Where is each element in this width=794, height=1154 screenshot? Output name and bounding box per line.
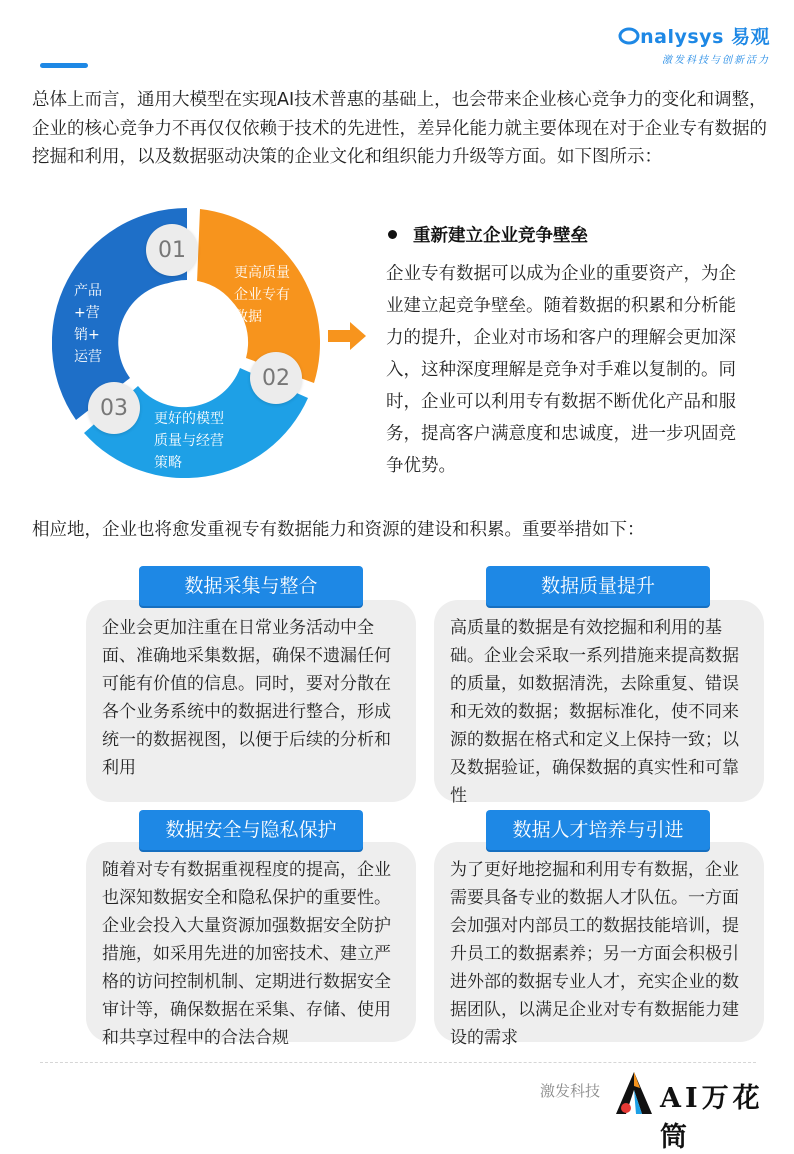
bullet-body: 企业专有数据可以成为企业的重要资产，为企业建立起竞争壁垒。随着数据的积累和分析能力的提升，企业对市场和客户的理解会更加深入，这种深度理解是竞争对手难以复制的。同时，企业可以利用专有数据不断优化产品和服务，提高客户满意度和忠诚度，进一步巩固竞争优势。 (386, 264, 736, 476)
kaleidoscope-logo-icon (612, 1070, 656, 1120)
logo-brand: nalysys 易观 (640, 26, 770, 48)
card-title-data-talent: 数据人才培养与引进 (486, 810, 710, 850)
bullet-heading (388, 222, 588, 247)
card-data-quality (434, 600, 764, 806)
card-data-talent (434, 842, 764, 1048)
footer-divider (40, 1062, 756, 1063)
segment-01-number: 01 (146, 224, 198, 276)
card-body: 随着对专有数据重视程度的提高，企业也深知数据安全和隐私保护的重要性。企业会投入大量资源加强数据安全防护措施，如采用先进的加密技术、建立严格的访问控制机制、定期进行数据安全审计等，确保数据在采集、存储、使用和共享过程中的合法合规 (102, 860, 391, 1048)
segment-02-label: 更高质量 企业专有 数据 (234, 265, 290, 325)
card-body: 高质量的数据是有效挖掘和利用的基础。企业会采取一系列措施来提高数据的质量，如数据清洗，去除重复、错误和无效的数据；数据标准化，使不同来源的数据在格式和定义上保持一致；以及数据验证，确保数据的真实性和可靠性 (450, 618, 739, 806)
card-body: 为了更好地挖掘和利用专有数据，企业需要具备专业的数据人才队伍。一方面会加强对内部员工的数据技能培训，提升员工的数据素养；另一方面会积极引进外部的数据专业人才，充实企业的数据团队，以满足企业对专有数据能力建设的需求 (450, 860, 739, 1048)
bullet-heading-text: 重新建立企业竞争壁垒 (413, 226, 588, 246)
card-title-data-collection: 数据采集与整合 (139, 566, 363, 606)
segment-02-number: 02 (250, 352, 302, 404)
intro-paragraph: 总体上而言，通用大模型在实现AI技术普惠的基础上，也会带来企业核心竞争力的变化和调整，企业的核心竞争力不再仅仅依赖于技术的先进性，差异化能力就主要体现在对于企业专有数据的挖掘和利用，以及数据驱动决策的企业文化和组织能力升级等方面。如下图所示： (32, 90, 767, 167)
logo-tagline: 激发科技与创新活力 (662, 55, 770, 66)
card-body: 企业会更加注重在日常业务活动中全面、准确地采集数据，确保不遗漏任何可能有价值的信息。同时，要对分散在各个业务系统中的数据进行整合，形成统一的数据视图，以便于后续的分析和利用 (102, 618, 391, 778)
segment-03-label: 更好的模型 质量与经营 策略 (154, 411, 224, 471)
footer-logo-text: AI万花筒 (660, 1083, 764, 1153)
right-arrow-icon (328, 322, 366, 354)
card-title-data-quality: 数据质量提升 (486, 566, 710, 606)
header-accent-bar (40, 63, 88, 68)
card-data-security (86, 842, 416, 1048)
cycle-diagram (52, 208, 322, 478)
card-title-data-security: 数据安全与隐私保护 (139, 810, 363, 850)
measures-intro: 相应地，企业也将愈发重视专有数据能力和资源的建设和积累。重要举措如下： (32, 520, 645, 540)
footer-text: 激发科技 (540, 1082, 601, 1100)
card-data-collection (86, 600, 416, 802)
bullet-dot-icon (388, 230, 397, 239)
analysys-logo-icon (618, 27, 640, 45)
segment-03-number: 03 (88, 382, 140, 434)
segment-01-label: 产品 +营 销+ 运营 (74, 283, 102, 365)
analysys-logo (618, 22, 770, 66)
